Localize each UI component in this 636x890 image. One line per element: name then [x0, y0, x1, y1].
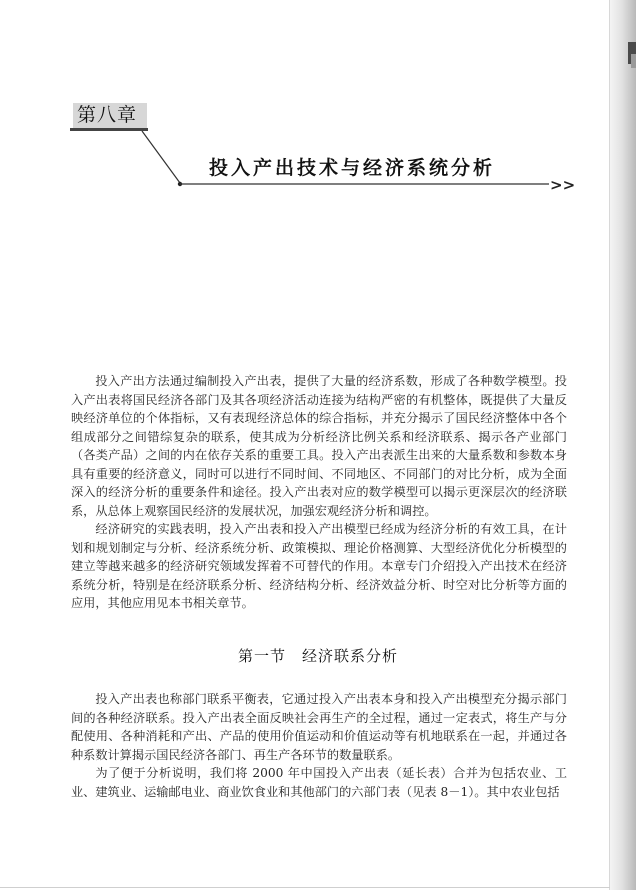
section-paragraph-2: 为了便于分析说明，我们将 2000 年中国投入产出表（延长表）合并为包括农业、工业、建筑业、运输邮电业、商业饮食业和其他部门的六部门表（见表 8－1）。其中农业包括: [71, 766, 567, 799]
intro-text: [71, 372, 567, 613]
diagonal-connector-line: [142, 131, 180, 183]
intro-paragraph-2: 经济研究的实践表明，投入产出表和投入产出模型已经成为经济分析的有效工具，在计划和规划制定与分析、经济系统分析、政策模拟、理论价格测算、大型经济优化分析模型的建立等越来越多的经济研究领域发挥着不可替代的作用。本章专门介绍投入产出技术在经济系统分析，特别是在经济联系分析、经济结构分析、经济效益分析、时空对比分析等方面的应用，其他应用见本书相关章节。: [71, 522, 567, 610]
section-heading: 第一节 经济联系分析: [237, 647, 398, 665]
title-arrow-icon: >>: [550, 176, 576, 194]
chapter-label: 第八章: [73, 103, 147, 128]
section-text: [71, 690, 567, 801]
section-paragraph-1: 投入产出表也称部门联系平衡表，它通过投入产出表本身和投入产出模型充分揭示部门间的各种经济联系。投入产出表全面反映社会再生产的全过程，通过一定表式，将生产与分配使用、各种消耗和产出、产品的使用价值运动和价值运动等有机地联系在一起，并通过各种系数计算揭示国民经济各部门、再生产各环节的数量联系。: [71, 692, 567, 762]
page-bottom-rule: [0, 887, 610, 888]
chapter-title-decoration: [0, 0, 636, 230]
intro-paragraph-1: 投入产出方法通过编制投入产出表，提供了大量的经济系数，形成了各种数学模型。投入产出表将国民经济各部门及其各项经济活动连接为结构严密的有机整体，既提供了大量反映经济单位的个体指标，又有表现经济总体的综合指标，并充分揭示了国民经济整体中各个组成部分之间错综复杂的联系，使其成为分析经济比例关系和经济联系、揭示各产业部门（各类产品）之间的内在依存关系的重要工具。投入产出表派生出来的大量系数和参数本身具有重要的经济意义，同时可以进行不同时间、不同地区、不同部门的对比分析，成为全面深入的经济分析的重要条件和途径。投入产出表对应的数学模型可以揭示更深层次的经济联系，从总体上观察国民经济的发展状况，加强宏观经济分析和调控。: [71, 374, 567, 518]
chapter-title: 投入产出技术与经济系统分析: [209, 157, 496, 179]
